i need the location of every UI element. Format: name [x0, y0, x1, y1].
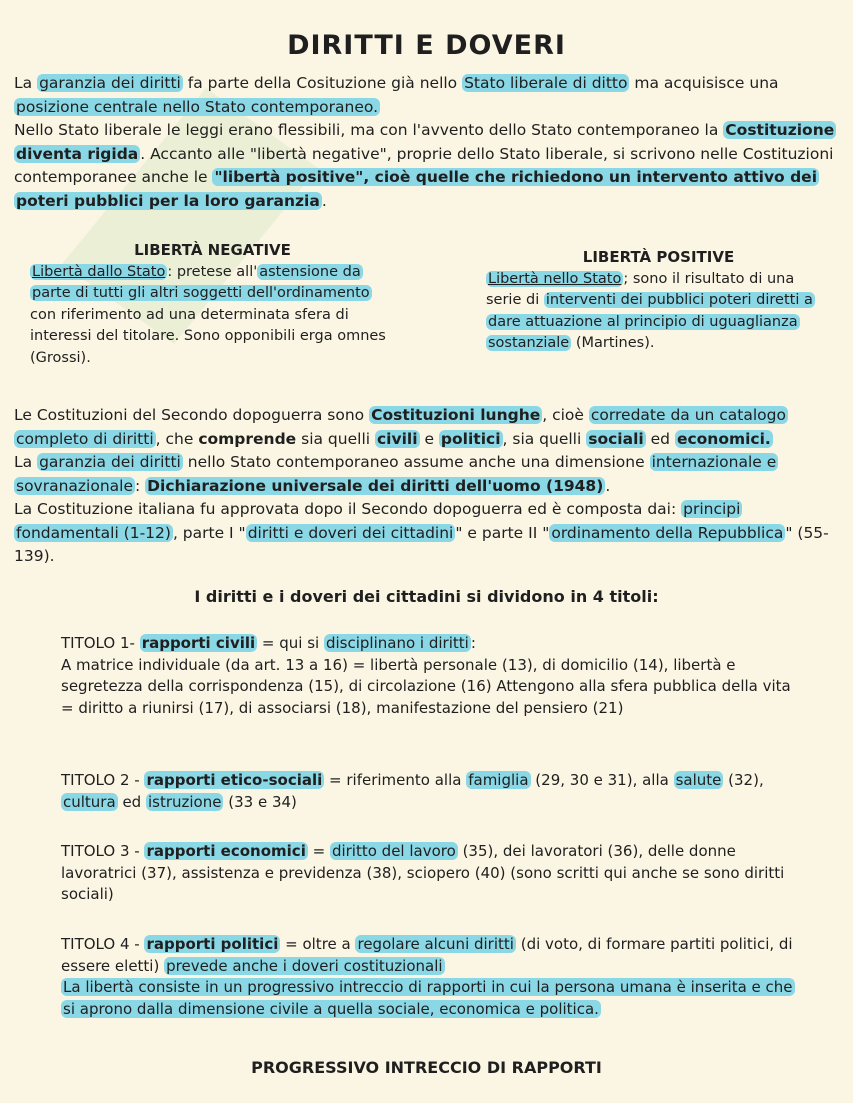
text: e	[419, 429, 439, 448]
highlight: Stato liberale di ditto	[464, 74, 628, 92]
text: ma acquisisce una	[629, 74, 779, 92]
titoli-heading: I diritti e i doveri dei cittadini si dividono in 4 titoli:	[194, 587, 659, 606]
text: TITOLO 4 -	[61, 935, 145, 953]
text: ed	[645, 429, 675, 448]
titolo-4	[61, 934, 801, 1020]
highlight: "libertà positive", cioè quelle che richiedono un intervento attivo dei poteri pubblici per la loro garanzia	[16, 168, 818, 210]
text: TITOLO 3 -	[61, 842, 145, 860]
page-title: DIRITTI E DOVERI	[287, 30, 566, 61]
highlight: salute	[675, 771, 722, 789]
text: , cioè	[542, 406, 589, 424]
text: TITOLO 2 -	[61, 771, 145, 789]
text: = riferimento alla	[324, 771, 467, 789]
text: (di voto, di formare partiti politici, di essere eletti)	[61, 935, 793, 975]
text: (33 e 34)	[223, 792, 297, 811]
highlight: Libertà dallo Stato	[32, 263, 166, 280]
highlight: cultura	[63, 792, 116, 811]
text: , sia quelli	[502, 429, 587, 448]
highlight: rapporti civili	[141, 634, 256, 652]
highlight: posizione centrale nello Stato contemporaneo.	[16, 97, 379, 116]
positive-title: LIBERTÀ POSITIVE	[582, 248, 735, 266]
highlight: garanzia dei diritti	[39, 74, 181, 92]
positive-liberties	[486, 247, 831, 355]
text: (32),	[723, 771, 764, 789]
text: , che	[155, 429, 199, 448]
highlight: sociali	[588, 429, 644, 448]
text: = qui si	[257, 634, 324, 652]
text: La Costituzione italiana fu approvata dopo il Secondo dopoguerra ed è composta dai:	[14, 500, 682, 518]
text: La	[14, 74, 38, 92]
text: (29, 30 e 31), alla	[530, 771, 674, 789]
highlight: interventi dei pubblici poteri diretti a dare attuazione al principio di uguaglianza sostanziale	[488, 292, 813, 351]
text: :	[470, 634, 476, 652]
text: (35), dei lavoratori (36), delle donne lavoratrici (37), assistenza e previdenza (38), sciopero (40) (sono scritti qui anche se sono diritti sociali)	[61, 842, 785, 903]
highlight: rapporti politici	[146, 935, 279, 953]
text: Le Costituzioni del Secondo dopoguerra sono	[14, 406, 370, 424]
text: = oltre a	[280, 935, 356, 953]
text: " (55-139).	[14, 523, 829, 565]
text: Nello Stato liberale le leggi erano flessibili, ma con l'avvento dello Stato contemporaneo la	[14, 121, 724, 139]
highlight: politici	[440, 429, 501, 448]
text: TITOLO 1-	[61, 634, 140, 652]
highlight: rapporti economici	[146, 842, 306, 860]
text: ; sono il risultato di una serie di	[486, 270, 795, 308]
negative-title: LIBERTÀ NEGATIVE	[134, 241, 291, 259]
titolo-2	[61, 770, 801, 813]
middle-paragraph	[14, 404, 844, 569]
highlight: economici.	[676, 429, 771, 448]
text: A matrice individuale (da art. 13 a 16) = libertà personale (13), di domicilio (14), libertà e segretezza della corrispondenza (15), di circolazione (16) Attengono alla sfera pubblica della vita = diritto a riunirsi (17), di associarsi (18), manifestazione del pensiero (21)	[61, 655, 791, 717]
highlight: principi fondamentali (1-12)	[16, 500, 741, 542]
text: comprende	[198, 429, 297, 448]
highlight: Libertà nello Stato	[488, 270, 622, 287]
highlight: istruzione	[147, 792, 222, 811]
text: , parte I "	[172, 523, 246, 542]
titolo-1	[61, 633, 801, 719]
text: nello Stato contemporaneo assume anche una dimensione	[182, 453, 650, 471]
highlight: garanzia dei diritti	[39, 453, 181, 471]
text: con riferimento ad una determinata sfera di interessi del titolare. Sono opponibili erga omnes (Grossi).	[30, 306, 386, 366]
text: :	[135, 476, 146, 495]
highlight: ordinamento della Repubblica	[551, 523, 784, 542]
highlight: civili	[376, 429, 418, 448]
highlight: regolare alcuni diritti	[357, 935, 514, 953]
text: .	[605, 476, 611, 495]
text: sia quelli	[296, 429, 375, 448]
highlight: rapporti etico-sociali	[146, 771, 323, 789]
text: ed	[117, 792, 146, 811]
text: . Accanto alle "libertà negative", proprie dello Stato liberale, si scrivono nelle Costituzioni contemporanee anche le	[14, 144, 834, 186]
highlight: Costituzione diventa rigida	[16, 121, 835, 163]
highlight: astensione da parte di tutti gli altri soggetti dell'ordinamento	[32, 263, 370, 301]
highlight: famiglia	[468, 771, 529, 789]
highlight: prevede anche i doveri costituzionali	[166, 956, 443, 975]
bottom-heading: PROGRESSIVO INTRECCIO DI RAPPORTI	[251, 1058, 602, 1077]
text: La	[14, 453, 38, 471]
text: fa parte della Cosituzione già nello	[182, 74, 463, 92]
highlight: Dichiarazione universale dei diritti dell'uomo (1948)	[147, 476, 604, 495]
intro-paragraph	[14, 72, 844, 213]
highlight: disciplinano i diritti	[325, 634, 469, 652]
text: (Martines).	[571, 335, 655, 351]
highlight: Costituzioni lunghe	[371, 406, 541, 424]
highlight: diritto del lavoro	[331, 842, 456, 860]
highlight: diritti e doveri dei cittadini	[247, 523, 454, 542]
highlight: corredate da un catalogo completo di diritti	[16, 406, 786, 448]
highlight: La libertà consiste in un progressivo intreccio di rapporti in cui la persona umana è inserita e che si aprono dalla dimensione civile a quella sociale, economica e politica.	[63, 978, 793, 1018]
text: : pretese all'	[167, 263, 258, 280]
text: .	[321, 191, 327, 210]
text: " e parte II "	[455, 523, 550, 542]
titolo-3	[61, 841, 801, 906]
negative-liberties	[30, 240, 395, 369]
highlight: internazionale e sovranazionale	[16, 453, 777, 495]
text: =	[307, 842, 330, 860]
